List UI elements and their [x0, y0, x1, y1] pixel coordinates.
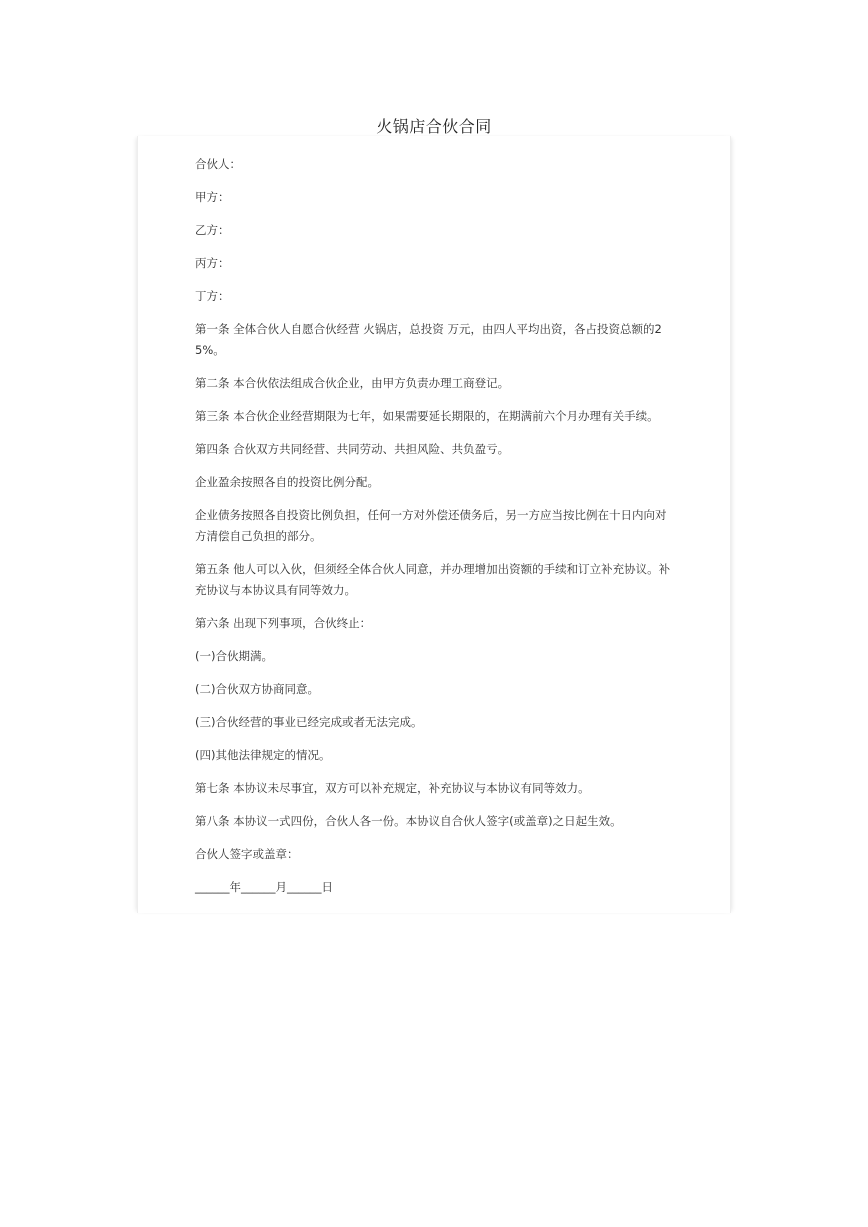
termination-item-3: (三)合伙经营的事业已经完成或者无法完成。 [195, 715, 423, 729]
article-3: 第三条 本合伙企业经营期限为七年，如果需要延长期限的，在期满前六个月办理有关手续。 [195, 409, 659, 423]
termination-item-4: (四)其他法律规定的情况。 [195, 748, 331, 762]
document-body [195, 154, 673, 910]
date-line: ______年______月______日 [195, 880, 333, 894]
party-c: 丙方： [195, 256, 230, 270]
article-1: 第一条 全体合伙人自愿合伙经营 火锅店，总投资 万元，由四人平均出资，各占投资总额的25%。 [195, 322, 662, 357]
party-d: 丁方： [195, 289, 230, 303]
party-heading: 合伙人： [195, 157, 241, 171]
article-4: 第四条 合伙双方共同经营、共同劳动、共担风险、共负盈亏。 [195, 442, 510, 456]
party-a: 甲方： [195, 190, 230, 204]
termination-item-2: (二)合伙双方协商同意。 [195, 682, 319, 696]
profit-distribution: 企业盈余按照各自的投资比例分配。 [195, 475, 379, 489]
article-6: 第六条 出现下列事项，合伙终止： [195, 616, 372, 630]
article-8: 第八条 本协议一式四份，合伙人各一份。本协议自合伙人签字(或盖章)之日起生效。 [195, 814, 622, 828]
document-title: 火锅店合伙合同 [376, 117, 492, 136]
article-2: 第二条 本合伙依法组成合伙企业，由甲方负责办理工商登记。 [195, 376, 510, 390]
article-5: 第五条 他人可以入伙，但须经全体合伙人同意，并办理增加出资额的手续和订立补充协议。补充协议与本协议具有同等效力。 [195, 562, 671, 597]
termination-item-1: (一)合伙期满。 [195, 649, 273, 663]
signature-label: 合伙人签字或盖章： [195, 847, 299, 861]
party-b: 乙方： [195, 223, 230, 237]
debt-allocation: 企业债务按照各自投资比例负担，任何一方对外偿还债务后，另一方应当按比例在十日内向对方清偿自己负担的部分。 [195, 508, 667, 543]
article-7: 第七条 本协议未尽事宜，双方可以补充规定，补充协议与本协议有同等效力。 [195, 781, 590, 795]
